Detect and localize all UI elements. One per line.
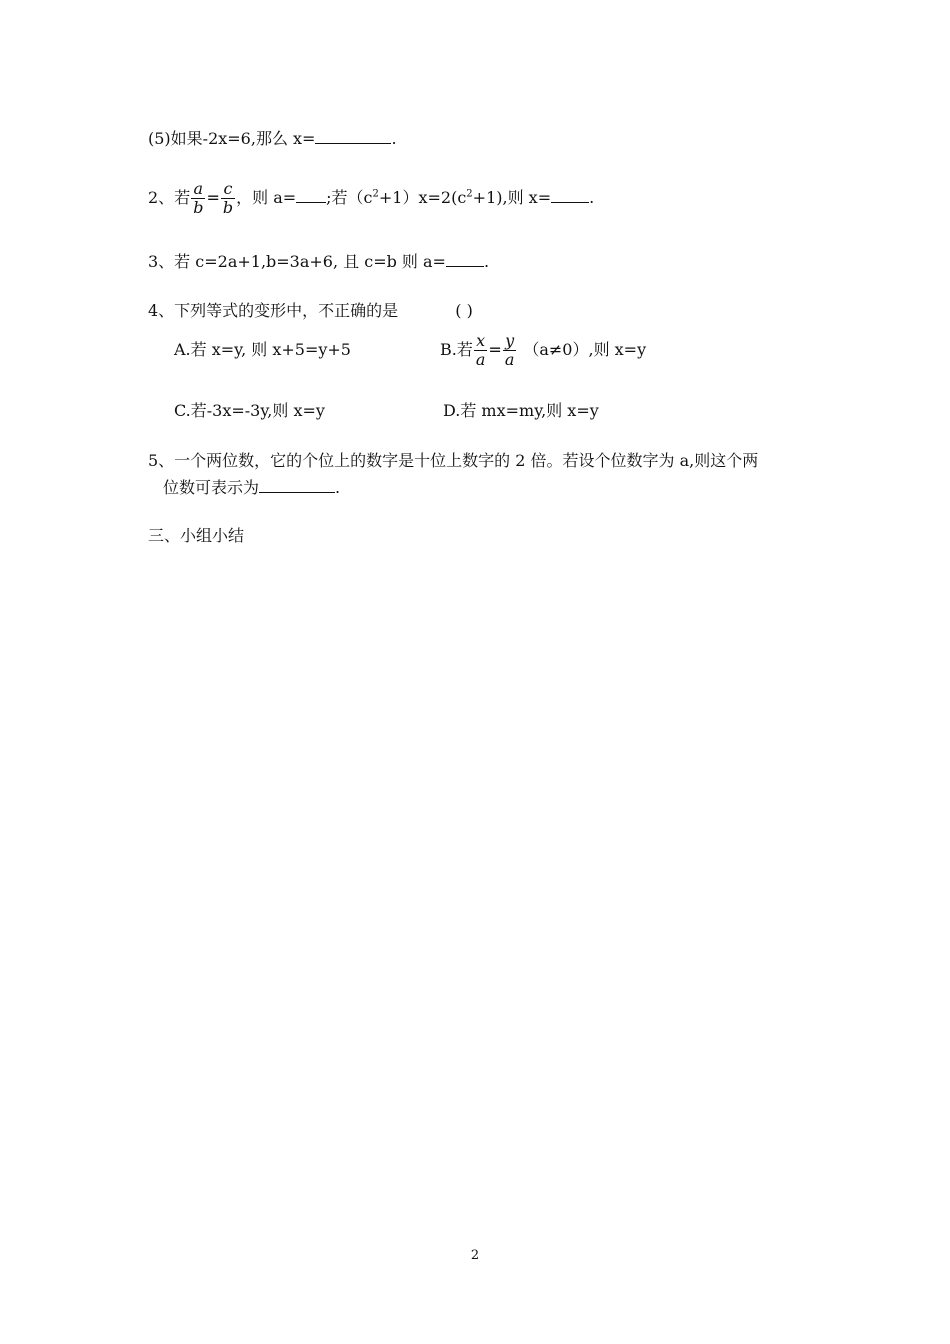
section-3-title: 三、小组小结: [148, 526, 245, 545]
q5-end: .: [335, 478, 341, 497]
q2-part3: +1）x=2(c: [378, 188, 467, 207]
question-2: [148, 178, 594, 218]
superscript: 2: [466, 188, 473, 200]
option-c: [174, 401, 325, 421]
question-4-stem: [148, 301, 473, 321]
answer-blank[interactable]: [551, 188, 589, 203]
equals-sign: =: [206, 188, 220, 207]
q3-end: .: [483, 252, 490, 271]
q2-part1: ，则 a=: [236, 188, 297, 207]
q2-number: 2、: [148, 188, 175, 207]
fraction-x-over-a: [474, 332, 488, 369]
question-5-line1: [148, 451, 758, 471]
answer-blank[interactable]: [446, 252, 484, 267]
denominator: a: [475, 350, 486, 369]
superscript: 2: [372, 188, 379, 200]
q5-line2: 位数可表示为: [163, 478, 260, 497]
q1-5-text: (5)如果-2x=6,那么 x=: [148, 129, 316, 148]
question-5-line2: [163, 478, 340, 498]
q5-line1: 5、一个两位数，它的个位上的数字是十位上数字的 2 倍。若设个位数字为 a,则这个两: [148, 451, 759, 470]
option-a: [174, 340, 351, 360]
option-d: [443, 401, 599, 421]
numerator: x: [474, 332, 488, 351]
numerator: c: [221, 180, 235, 199]
denominator: b: [222, 198, 234, 217]
question-1-5: [148, 129, 397, 149]
q4-stem: 4、下列等式的变形中，不正确的是: [148, 301, 399, 320]
numerator: a: [191, 180, 205, 199]
option-c-text: C.若-3x=-3y,则 x=y: [174, 401, 325, 420]
option-a-text: A.若 x=y, 则 x+5=y+5: [174, 340, 351, 359]
option-b-prefix: B.若: [440, 340, 473, 359]
q3-text: 3、若 c=2a+1,b=3a+6, 且 c=b 则 a=: [148, 252, 446, 271]
fraction-a-over-b: [191, 180, 205, 217]
option-b-suffix: （a≠0）,则 x=y: [523, 340, 647, 359]
q2-part4: +1),则 x=: [472, 188, 552, 207]
section-title: [148, 526, 244, 546]
answer-blank[interactable]: [259, 478, 335, 493]
option-d-text: D.若 mx=my,则 x=y: [443, 401, 599, 420]
answer-blank[interactable]: [315, 129, 391, 144]
denominator: a: [504, 350, 515, 369]
equals-sign: =: [488, 340, 502, 359]
answer-blank[interactable]: [296, 188, 326, 203]
denominator: b: [193, 198, 204, 217]
question-3: [148, 252, 489, 272]
numerator: y: [503, 332, 517, 351]
answer-paren[interactable]: ( ): [455, 301, 473, 320]
page-number: 2: [470, 1248, 480, 1263]
fraction-c-over-b: [221, 180, 235, 217]
option-b: [440, 330, 646, 370]
q1-5-end: .: [391, 129, 397, 148]
q2-part2: ;若（c: [326, 188, 373, 207]
fraction-y-over-a: [503, 332, 517, 369]
q2-end: .: [589, 188, 595, 207]
q2-ruo: 若: [174, 188, 191, 207]
